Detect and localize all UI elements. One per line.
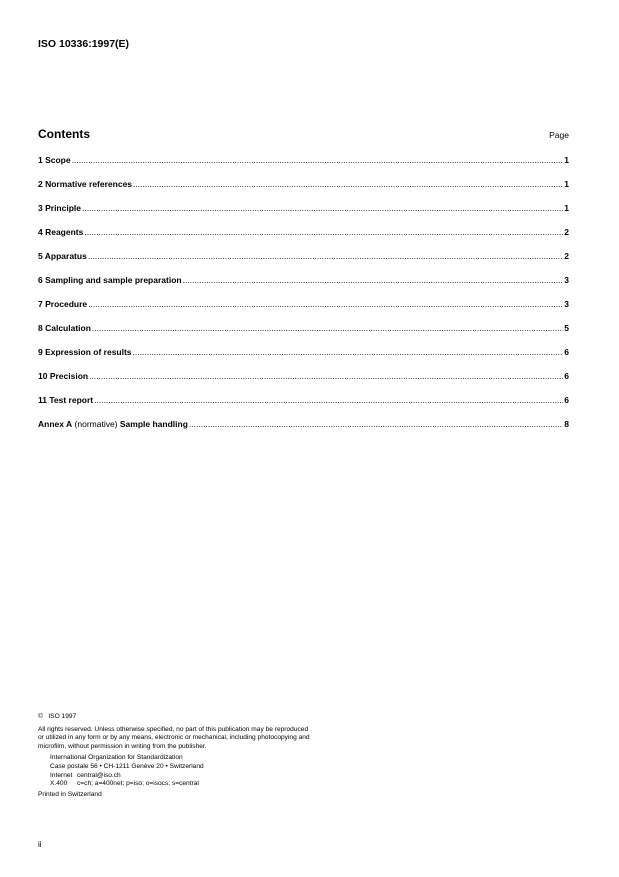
- rights-line: or utilized in any form or by any means, electronic or mechanical, including photocopying and: [38, 734, 310, 742]
- toc-leader: [88, 251, 563, 261]
- rights-statement: [38, 726, 398, 752]
- toc-entry-label: 6 Sampling and sample preparation: [38, 275, 182, 285]
- contents-title: Contents: [38, 127, 90, 141]
- toc-entry-label: 7 Procedure: [38, 299, 88, 309]
- rights-line: All rights reserved. Unless otherwise specified, no part of this publication may be reproduced: [38, 725, 309, 733]
- toc-page-number: 8: [564, 419, 569, 429]
- toc-leader: [133, 179, 563, 189]
- toc-entry-precision[interactable]: [38, 371, 569, 395]
- toc-leader: [189, 419, 563, 429]
- toc-leader: [133, 347, 564, 357]
- toc-page-number: 1: [564, 179, 569, 189]
- toc-page-number: 6: [564, 371, 569, 381]
- toc-leader: [89, 371, 563, 381]
- rights-line: microfilm, without permission in writing from the publisher.: [38, 742, 207, 750]
- copyright-line: © ISO 1997: [38, 713, 77, 720]
- toc-page-number: 5: [564, 323, 569, 333]
- toc-entry-scope[interactable]: [38, 155, 569, 179]
- toc-entry-procedure[interactable]: [38, 299, 569, 323]
- toc-leader: [183, 275, 564, 285]
- page-column-label: Page: [549, 130, 569, 140]
- contents-header: [38, 127, 569, 141]
- toc-entry-annex-title: Sample handling: [119, 419, 188, 429]
- toc-entry-label: 11 Test report: [38, 395, 94, 405]
- toc-entry-label: 5 Apparatus: [38, 251, 87, 261]
- toc-page-number: 2: [564, 251, 569, 261]
- toc-entry-label: 10 Precision: [38, 371, 89, 381]
- toc-leader: [88, 299, 563, 309]
- toc-entry-reagents[interactable]: [38, 227, 569, 251]
- toc-entry-label: 8 Calculation: [38, 323, 91, 333]
- toc-leader: [84, 227, 563, 237]
- postal-address: Case postale 56 • CH-1211 Genève 20 • Switzerland: [50, 762, 204, 770]
- copyright-block: [38, 713, 398, 799]
- toc-entry-annex-type: (normative): [72, 419, 120, 429]
- x400-row: [50, 780, 398, 789]
- table-of-contents: [38, 155, 569, 443]
- internet-address: central@iso.ch: [77, 771, 121, 779]
- toc-leader: [94, 395, 563, 405]
- toc-leader: [82, 203, 563, 213]
- toc-entry-test-report[interactable]: [38, 395, 569, 419]
- toc-page-number: 3: [564, 275, 569, 285]
- x400-address: c=ch; a=400net; p=iso; o=isocs; s=central: [77, 780, 199, 788]
- toc-page-number: 6: [564, 395, 569, 405]
- toc-page-number: 3: [564, 299, 569, 309]
- publisher-name: International Organization for Standardization: [50, 754, 183, 762]
- toc-page-number: 6: [564, 347, 569, 357]
- internet-key: Internet: [50, 771, 73, 779]
- x400-key: X.400: [50, 780, 68, 788]
- toc-entry-calculation[interactable]: [38, 323, 569, 347]
- toc-entry-normative-references[interactable]: [38, 179, 569, 203]
- page-number: ii: [38, 840, 42, 849]
- toc-entry-label: 9 Expression of results: [38, 347, 132, 357]
- toc-entry-annex-a[interactable]: [38, 419, 569, 443]
- toc-entry-label: 4 Reagents: [38, 227, 84, 237]
- toc-leader: [72, 155, 564, 165]
- toc-leader: [92, 323, 563, 333]
- toc-page-number: 2: [564, 227, 569, 237]
- toc-entry-label: 3 Principle: [38, 203, 81, 213]
- toc-entry-principle[interactable]: [38, 203, 569, 227]
- toc-page-number: 1: [564, 155, 569, 165]
- document-id: ISO 10336:1997(E): [38, 38, 130, 50]
- toc-entry-label: 2 Normative references: [38, 179, 133, 189]
- toc-entry-label: Annex A: [38, 419, 73, 429]
- toc-entry-sampling[interactable]: [38, 275, 569, 299]
- toc-entry-label: 1 Scope: [38, 155, 71, 165]
- toc-entry-expression-of-results[interactable]: [38, 347, 569, 371]
- toc-entry-apparatus[interactable]: [38, 251, 569, 275]
- toc-page-number: 1: [564, 203, 569, 213]
- internet-row: [50, 772, 398, 781]
- publisher-address: [38, 754, 398, 788]
- printed-in: Printed in Switzerland: [38, 790, 102, 798]
